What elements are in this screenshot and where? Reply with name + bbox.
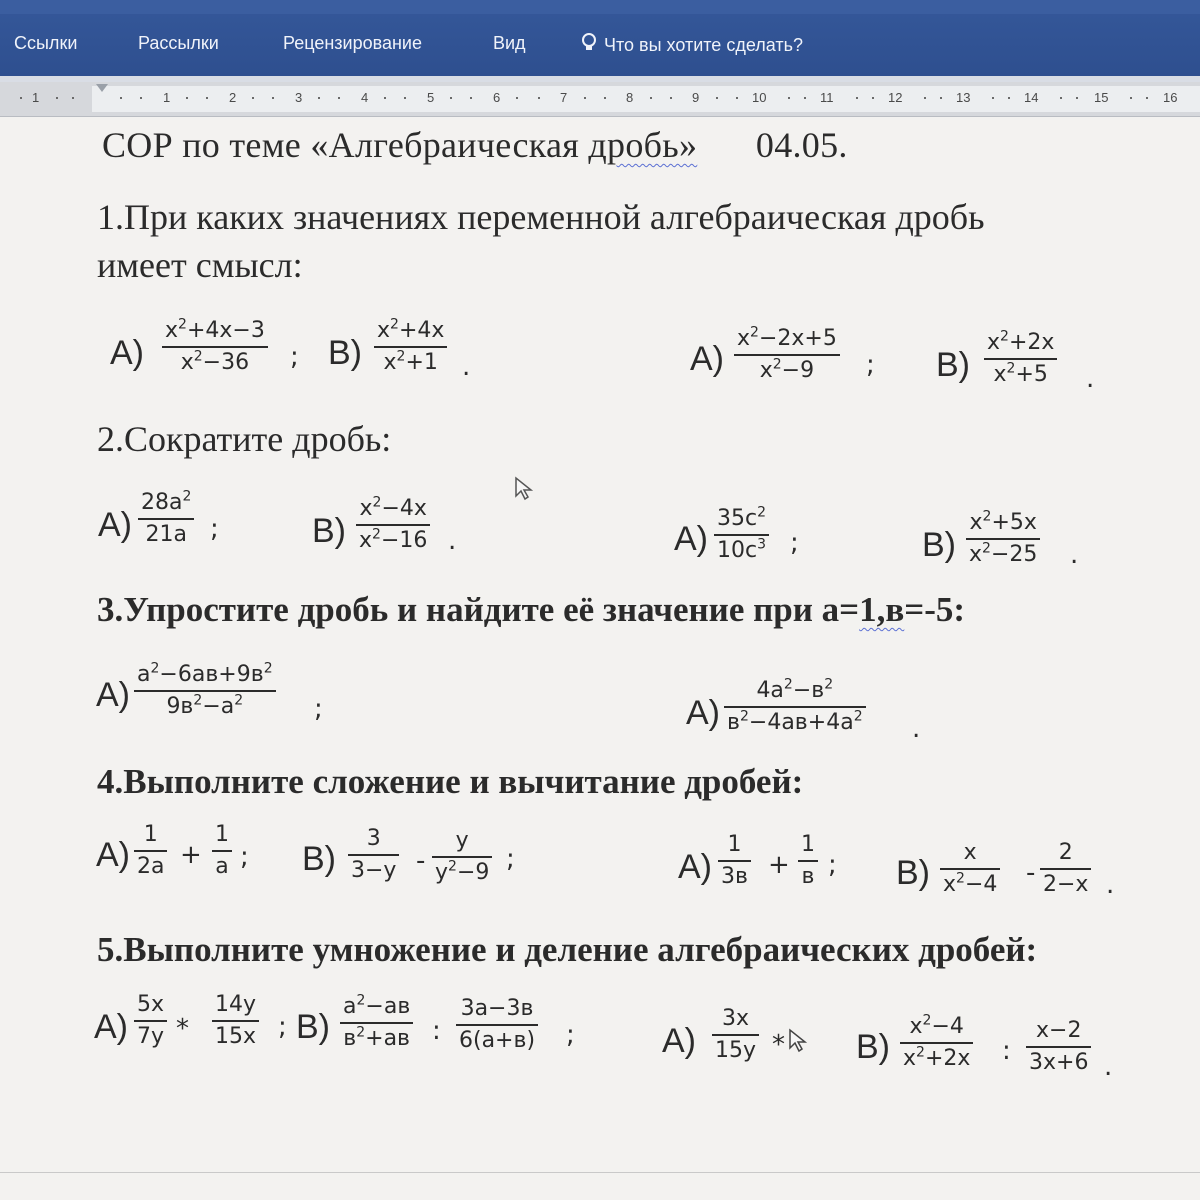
ribbon-top-band: [0, 0, 1200, 14]
label-a: А): [96, 676, 130, 714]
indent-marker[interactable]: [96, 84, 108, 92]
tab-mailings[interactable]: Рассылки: [138, 33, 219, 53]
page-bottom-edge: [0, 1172, 1200, 1173]
q3-value-squiggle: 1,в: [859, 590, 905, 629]
title-word-squiggle: дробь»: [588, 125, 698, 165]
fraction: $35c^2$ $10c^3$: [714, 506, 769, 564]
fraction: 14y 15x: [212, 992, 259, 1050]
q3-text: 3.Упростите дробь и найдите её значение при а=: [97, 590, 860, 629]
label-a: А): [662, 1022, 696, 1060]
label-b: В): [312, 512, 346, 550]
fraction: x−2 3x+6: [1026, 1018, 1091, 1076]
punct-semicolon: ;: [290, 342, 299, 372]
title-text: СОР по теме «Алгебраическая: [102, 125, 589, 165]
fraction: 1 3в: [718, 832, 751, 890]
punct-minus: -: [416, 846, 426, 876]
fraction: $a^2-aв$ $в^2+aв$: [340, 994, 413, 1052]
fraction: $x^2+4x$ $x^2+1$: [374, 318, 447, 376]
punct-dot: .: [1070, 540, 1079, 570]
label-a: А): [674, 520, 708, 558]
fraction: 1 2a: [134, 822, 167, 880]
horizontal-ruler[interactable]: [0, 82, 1200, 117]
q3-text-end: =-5:: [904, 590, 966, 629]
q3-heading: [97, 590, 965, 630]
label-a: А): [94, 1008, 128, 1046]
fraction: $4a^2-в^2$ $в^2-4aв+4a^2$: [724, 678, 866, 736]
punct-dot: .: [912, 714, 921, 744]
doc-title: [102, 124, 848, 166]
ruler-label: 3: [295, 90, 303, 105]
fraction: $x^2-4x$ $x^2-16$: [356, 496, 430, 554]
punct-dot: .: [1104, 1052, 1113, 1082]
ruler-label: 15: [1094, 90, 1109, 105]
q1-heading-line2: имеет смысл:: [97, 245, 303, 285]
ruler-label: 8: [626, 90, 634, 105]
punct-dot: .: [462, 352, 471, 382]
q4-heading: 4.Выполните сложение и вычитание дробей:: [97, 762, 804, 801]
punct-minus: -: [1026, 858, 1036, 888]
punct-times: *: [176, 1014, 189, 1044]
ruler-label: 7: [560, 90, 568, 105]
tell-me-text: Что вы хотите сделать?: [604, 35, 803, 55]
ruler-label: 2: [229, 90, 237, 105]
punct-semicolon: ;: [790, 528, 799, 558]
fraction: 1 в: [798, 832, 818, 890]
fraction: $x^2+5x$ $x^2-25$: [966, 510, 1040, 568]
fraction: 5x 7y: [134, 992, 167, 1050]
label-b: В): [328, 334, 362, 372]
fraction: 2 2−x: [1040, 840, 1091, 898]
punct-plus: +: [768, 850, 790, 880]
punct-semicolon: ;: [506, 844, 515, 874]
fraction: 3x 15y: [712, 1006, 759, 1064]
q5-heading: 5.Выполните умножение и деление алгебраических дробей:: [97, 930, 1038, 969]
fraction: y $y^2-9$: [432, 828, 492, 886]
fraction: $x^2+4x-3$ $x^2-36$: [162, 318, 268, 376]
ruler-label: 13: [956, 90, 971, 105]
punct-semicolon: ;: [278, 1012, 287, 1042]
label-b: В): [936, 346, 970, 384]
ruler-label: 6: [493, 90, 501, 105]
document-page[interactable]: [0, 116, 1200, 1200]
ruler-label: 1: [163, 90, 171, 105]
tab-review[interactable]: Рецензирование: [283, 33, 422, 53]
q1-heading: 1.При каких значениях переменной алгебраическая дробь: [97, 197, 985, 237]
fraction: 3 3−y: [348, 826, 399, 884]
mouse-pointer-icon: [514, 476, 534, 502]
punct-dot: .: [1106, 870, 1115, 900]
punct-semicolon: ;: [314, 694, 323, 724]
mouse-pointer-icon: [788, 1028, 808, 1054]
punct-times: *: [772, 1030, 785, 1060]
tell-me-box[interactable]: [580, 33, 803, 58]
ruler-label: 9: [692, 90, 700, 105]
fraction: $x^2-4$ $x^2+2x$: [900, 1014, 973, 1072]
ruler-label: 4: [361, 90, 369, 105]
punct-semicolon: ;: [210, 514, 219, 544]
label-a: А): [110, 334, 144, 372]
label-a: А): [98, 506, 132, 544]
label-b: В): [922, 526, 956, 564]
ruler-label: 1: [32, 90, 40, 105]
ruler-label: 12: [888, 90, 903, 105]
punct-colon: :: [1002, 1036, 1011, 1066]
lightbulb-icon: [580, 33, 598, 58]
ruler-label: 5: [427, 90, 435, 105]
punct-plus: +: [180, 840, 202, 870]
label-a: А): [686, 694, 720, 732]
punct-semicolon: ;: [240, 842, 249, 872]
q2-heading: 2.Сократите дробь:: [97, 419, 392, 459]
ruler-label: 11: [820, 90, 834, 105]
ruler-label: 16: [1163, 90, 1178, 105]
fraction: 1 a: [212, 822, 232, 880]
label-b: В): [856, 1028, 890, 1066]
punct-dot: .: [448, 526, 457, 556]
fraction: x $x^2-4$: [940, 840, 1000, 898]
tab-references[interactable]: Ссылки: [14, 33, 78, 53]
punct-colon: :: [432, 1016, 441, 1046]
punct-dot: .: [1086, 364, 1095, 394]
fraction: 3a−3в 6(a+в): [456, 996, 538, 1054]
label-b: В): [896, 854, 930, 892]
ruler-label: 14: [1024, 90, 1039, 105]
punct-semicolon: ;: [566, 1020, 575, 1050]
punct-semicolon: ;: [828, 850, 837, 880]
fraction: $x^2+2x$ $x^2+5$: [984, 330, 1057, 388]
label-a: А): [678, 848, 712, 886]
fraction: $a^2-6aв+9в^2$ $9в^2-a^2$: [134, 662, 276, 720]
title-date: 04.05.: [755, 125, 848, 165]
ribbon: [0, 0, 1200, 76]
label-b: В): [302, 840, 336, 878]
label-a: А): [690, 340, 724, 378]
tab-view[interactable]: Вид: [493, 33, 526, 53]
punct-semicolon: ;: [866, 350, 875, 380]
label-a: А): [96, 836, 130, 874]
fraction: $x^2-2x+5$ $x^2-9$: [734, 326, 840, 384]
ruler-label: 10: [752, 90, 767, 105]
fraction: $28a^2$ 21a: [138, 490, 194, 548]
label-b: В): [296, 1008, 330, 1046]
